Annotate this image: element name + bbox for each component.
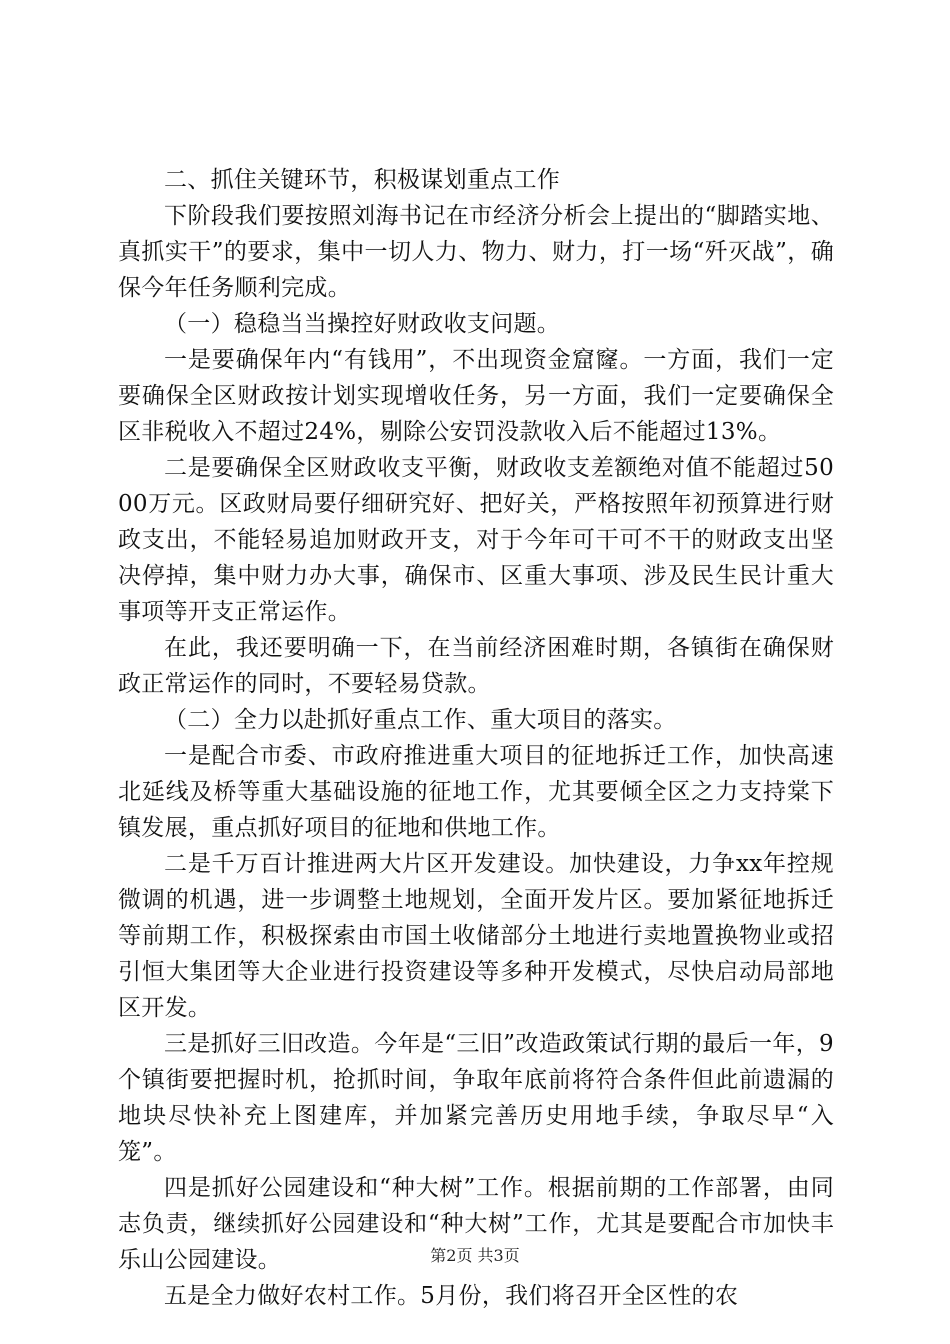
section-heading: 二、抓住关键环节，积极谋划重点工作 <box>164 167 561 193</box>
page-footer: 第2页 共3页 <box>430 1246 520 1265</box>
subsection-heading-2: （二）全力以赴抓好重点工作、重大项目的落实。 <box>164 707 677 733</box>
paragraph-5: 二是千万百计推进两大片区开发建设。加快建设，力争xx年控规微调的机遇，进一步调整土地规划，全面开发片区。要加紧征地拆迁等前期工作，积极探索由市国土收储部分土地进行卖地置换物业或招引恒大集团等大企业进行投资建设等多种开发模式，尽快启动局部地区开发。 <box>118 851 834 1021</box>
paragraph-1: 一是要确保年内“有钱用”，不出现资金窟窿。一方面，我们一定要确保全区财政按计划实现增收任务，另一方面，我们一定要确保全区非税收入不超过24%，剔除公安罚没款收入后不能超过13%。 <box>118 347 834 445</box>
paragraph-6: 三是抓好三旧改造。今年是“三旧”改造政策试行期的最后一年，9个镇街要把握时机，抢抓时间，争取年底前将符合条件但此前遗漏的地块尽快补充上图建库，并加紧完善历史用地手续，争取尽早“入笼”。 <box>118 1031 834 1165</box>
paragraph-4: 一是配合市委、市政府推进重大项目的征地拆迁工作，加快高速北延线及桥等重大基础设施的征地工作，尤其要倾全区之力支持棠下镇发展，重点抓好项目的征地和供地工作。 <box>118 743 834 841</box>
paragraph-3: 在此，我还要明确一下，在当前经济困难时期，各镇街在确保财政正常运作的同时，不要轻易贷款。 <box>118 635 834 697</box>
document-body <box>118 162 834 1314</box>
paragraph-8: 五是全力做好农村工作。5月份，我们将召开全区性的农 <box>164 1283 739 1309</box>
paragraph-2: 二是要确保全区财政收支平衡，财政收支差额绝对值不能超过5000万元。区政财局要仔细研究好、把好关，严格按照年初预算进行财政支出，不能轻易追加财政开支，对于今年可干可不干的财政支出坚决停掉，集中财力办大事，确保市、区重大事项、涉及民生民计重大事项等开支正常运作。 <box>118 455 834 625</box>
paragraph-7: 四是抓好公园建设和“种大树”工作。根据前期的工作部署，由同志负责，继续抓好公园建设和“种大树”工作，尤其是要配合市加快丰乐山公园建设。 <box>118 1175 834 1273</box>
paragraph-intro: 下阶段我们要按照刘海书记在市经济分析会上提出的“脚踏实地、真抓实干”的要求，集中一切人力、物力、财力，打一场“歼灭战”，确保今年任务顺利完成。 <box>118 203 834 301</box>
subsection-heading-1: （一）稳稳当当操控好财政收支问题。 <box>164 311 561 337</box>
